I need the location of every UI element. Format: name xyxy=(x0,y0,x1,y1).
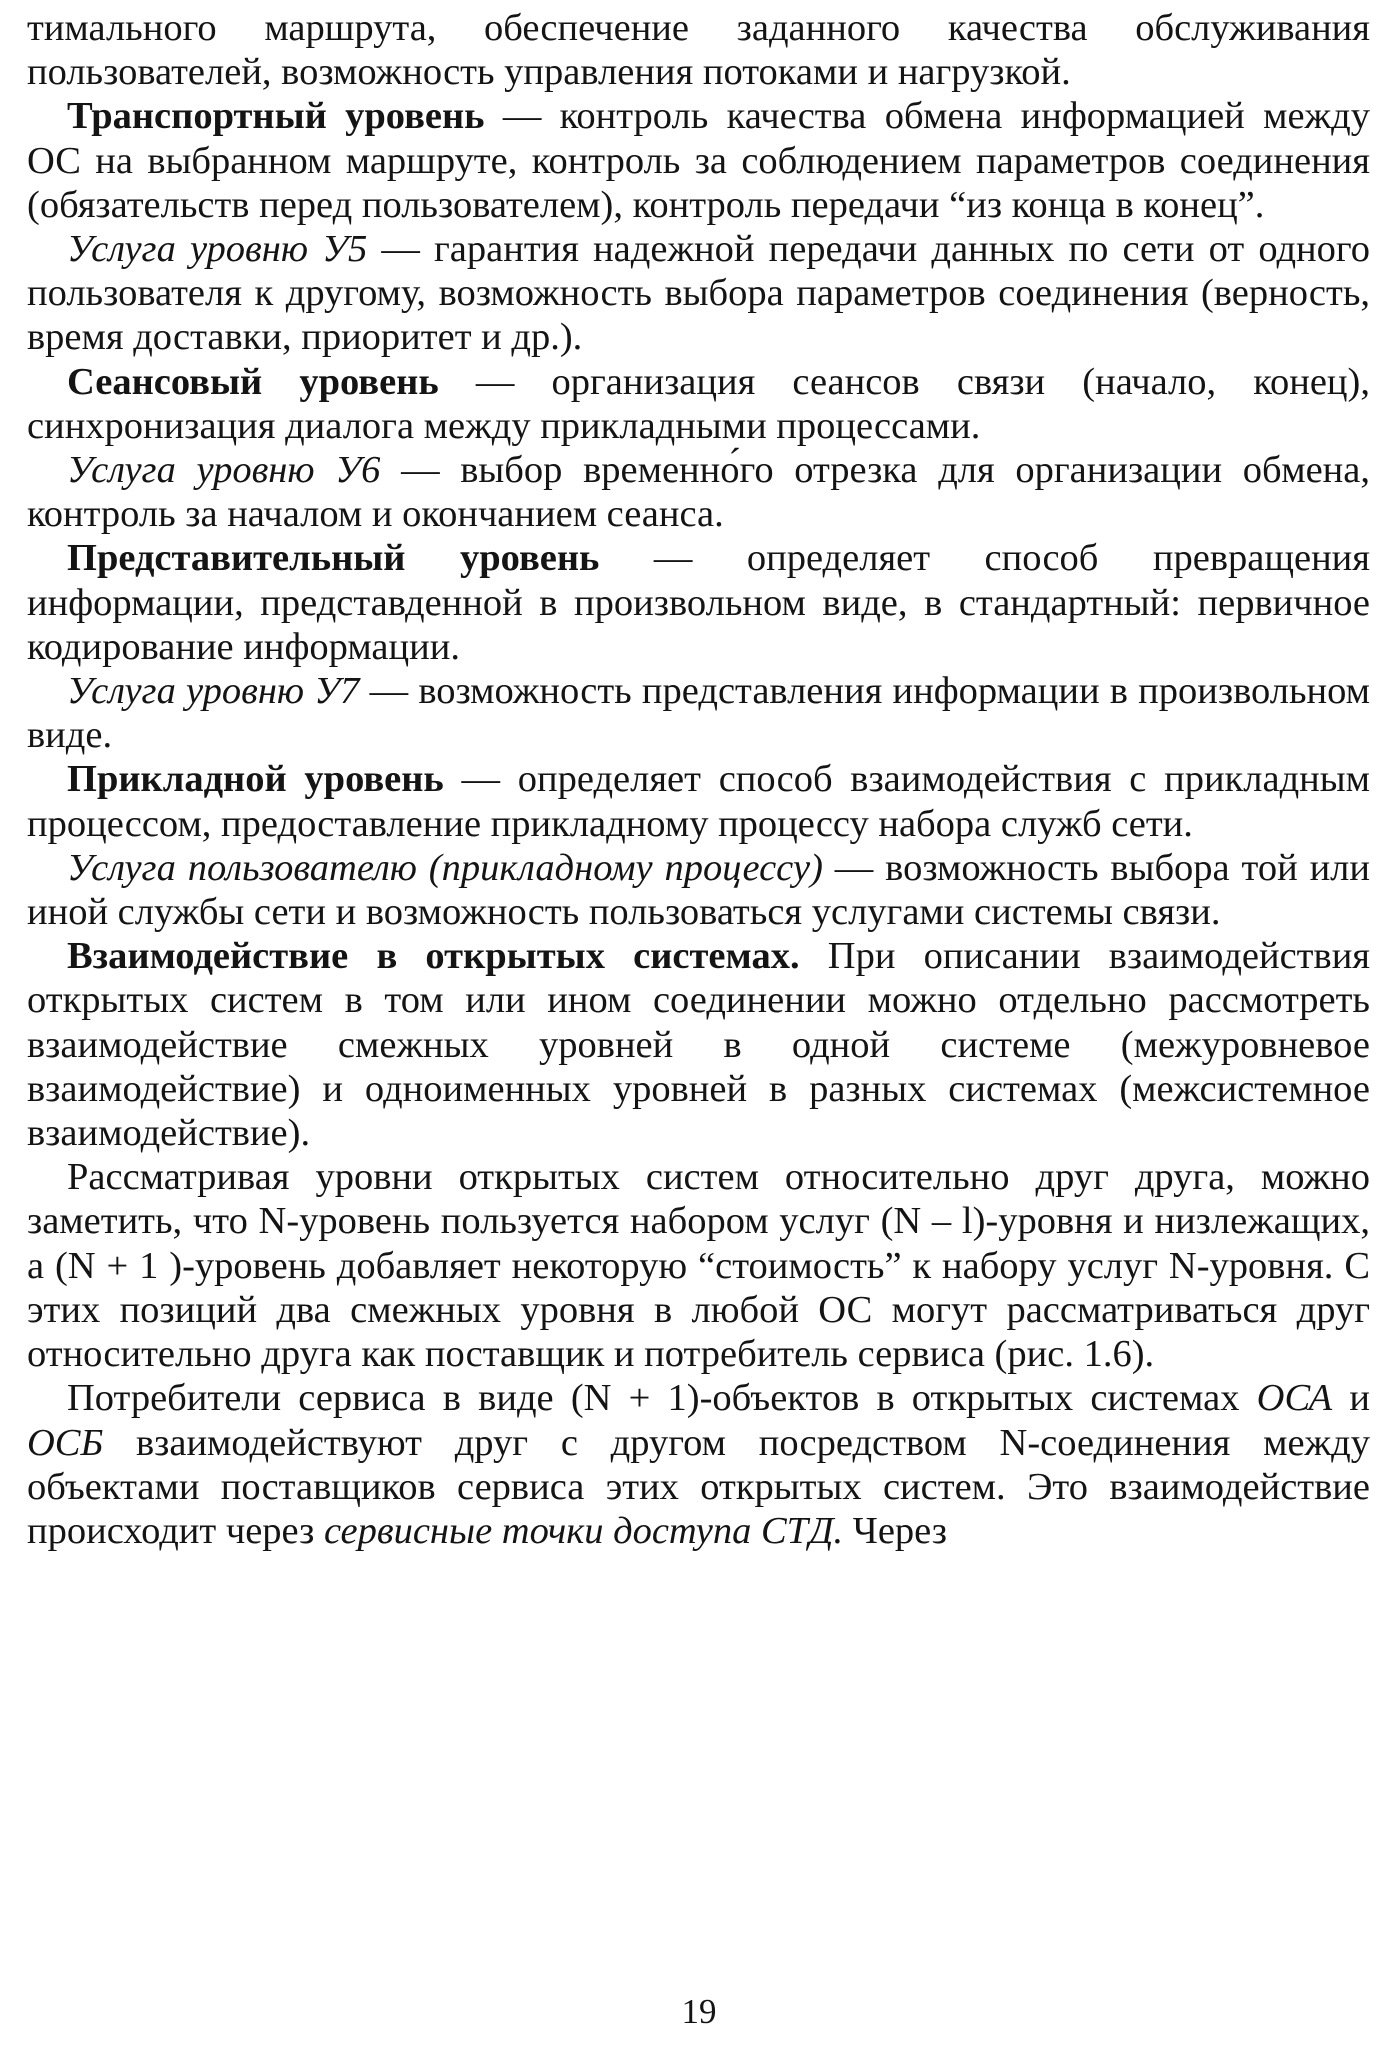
italic-phrase: ОСА xyxy=(1256,1377,1333,1420)
paragraph xyxy=(27,757,1370,845)
body-text: тимального маршрута, обеспечение заданного качества обслуживания пользователей, возможность управления потоками и нагрузкой. xyxy=(27,7,1370,94)
paragraph xyxy=(27,227,1370,360)
italic-phrase: Услуга уровню У5 xyxy=(67,228,368,271)
italic-phrase: Услуга уровню У7 xyxy=(67,670,360,713)
body-text: — гарантия надежной передачи данных по сети от одного пользователя к другому, возможность выбора параметров соединения (верность, время доставки, приоритет и др.). xyxy=(27,228,1370,359)
body-text: При описании взаимодействия открытых систем в том или ином соединении можно отдельно рассмотреть взаимодействие смежных уровней в одной системе (межуровневое взаимодействие) и одноименных уровней в разных системах (межсистемное взаимодействие). xyxy=(27,935,1371,1155)
body-text: — определяет способ превращения информации, представденной в произвольном виде, в стандартный: первичное кодирование информации. xyxy=(27,537,1370,668)
term-heading: Сеансовый уровень xyxy=(67,360,439,403)
body-text: взаимодействуют друг с другом посредством N-соединения между объектами поставщиков сервиса этих открытых систем. Это взаимодействие происходит через xyxy=(27,1421,1370,1552)
term-heading: Взаимодействие в открытых системах. xyxy=(67,935,800,978)
italic-phrase: ОСБ xyxy=(27,1421,104,1464)
body-text: и xyxy=(1332,1377,1370,1420)
paragraph xyxy=(27,448,1370,536)
term-heading: Прикладной уровень xyxy=(67,758,444,801)
body-text: — определяет способ взаимодействия с прикладным процессом, предоставление прикладному процессу набора служб сети. xyxy=(27,758,1370,845)
page-number: 19 xyxy=(681,1992,717,2031)
paragraph xyxy=(27,1155,1370,1376)
body-text: — возможность представления информации в произвольном виде. xyxy=(27,670,1370,757)
paragraph xyxy=(27,536,1370,669)
italic-phrase: Услуга уровню У6 xyxy=(67,449,381,492)
paragraph xyxy=(27,6,1370,94)
paragraph xyxy=(27,669,1370,757)
body-text: — организация сеансов связи (начало, конец), синхронизация диалога между прикладными процессами. xyxy=(27,360,1370,447)
italic-phrase: сервисные точки доступа СТД. xyxy=(323,1509,844,1552)
paragraph xyxy=(27,846,1370,934)
body-text: Потребители сервиса в виде (N + 1)-объектов в открытых системах xyxy=(67,1377,1257,1420)
body-text: Через xyxy=(843,1509,947,1552)
body-text: — возможность выбора той или иной службы сети и возможность пользоваться услугами системы связи. xyxy=(27,846,1370,934)
paragraph xyxy=(27,934,1370,1155)
page-body xyxy=(27,6,1370,1553)
body-text: — контроль качества обмена информацией между ОС на выбранном маршруте, контроль за соблюдением параметров соединения (обязательств перед пользователем), контроль передачи “из конца в конец”. xyxy=(27,95,1370,226)
term-heading: Транспортный уровень xyxy=(67,95,485,138)
paragraph xyxy=(27,360,1370,448)
paragraph xyxy=(27,1376,1370,1553)
italic-phrase: Услуга пользователю (прикладному процессу) xyxy=(67,846,823,889)
body-text: Рассматривая уровни открытых систем относительно друг друга, можно заметить, что N-уровень пользуется набором услуг (N – l)-уровня и низлежащих, а (N + 1 )-уровень добавляет некоторую “стоимость” к набору услуг N-уровня. С этих позиций два смежных уровня в любой ОС могут рассматриваться друг относительно друга как поставщик и потребитель сервиса (рис. 1.6). xyxy=(27,1156,1370,1376)
body-text: — выбор временно́го отрезка для организации обмена, контроль за началом и окончанием сеанса. xyxy=(27,449,1370,536)
paragraph xyxy=(27,94,1370,227)
term-heading: Представительный уровень xyxy=(67,537,600,580)
